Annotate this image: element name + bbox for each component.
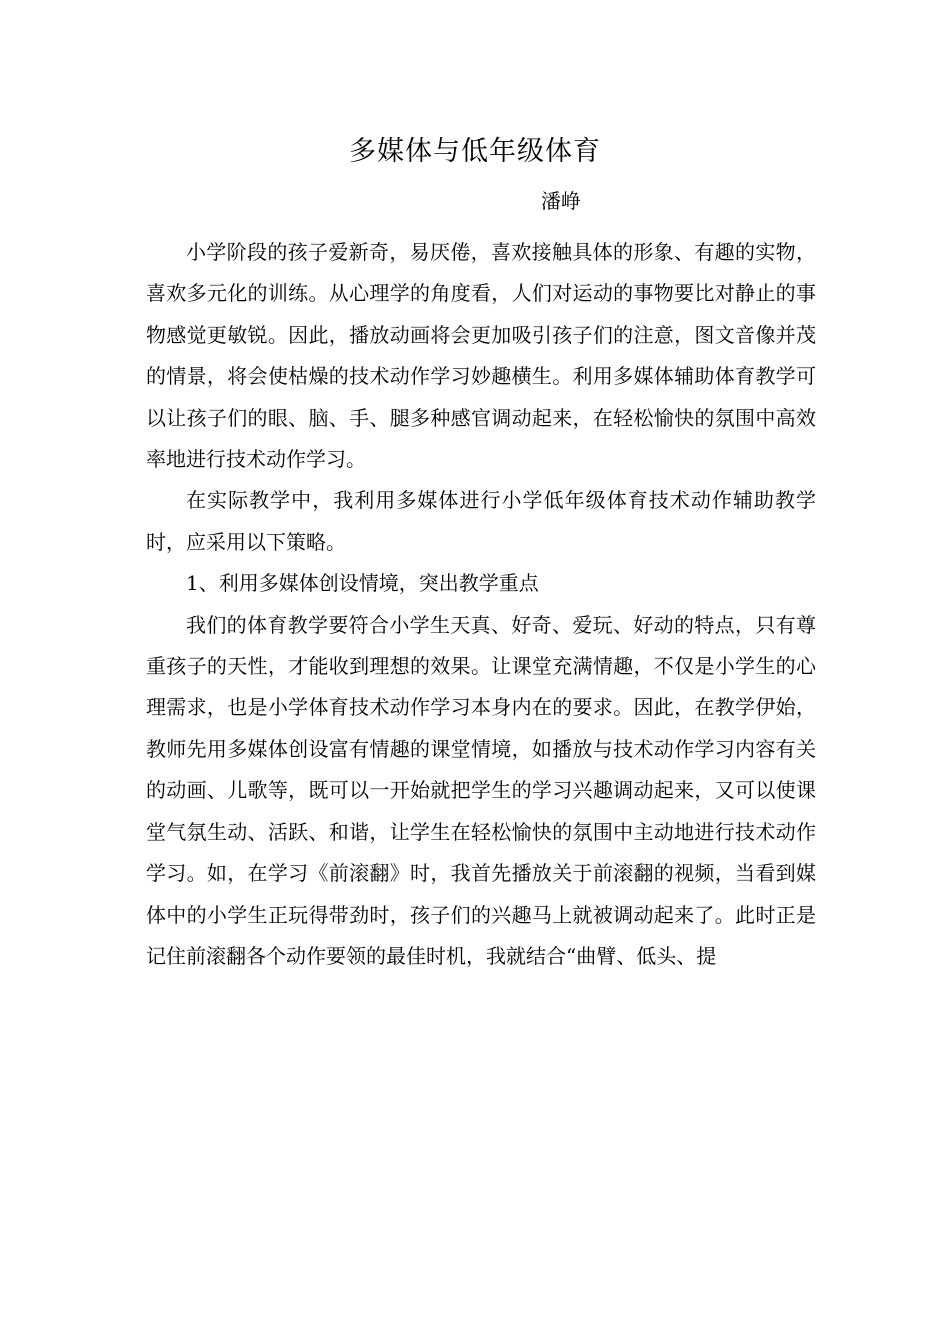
document-title: 多媒体与低年级体育 — [349, 136, 601, 167]
paragraph-intro: 小学阶段的孩子爱新奇，易厌倦，喜欢接触具体的形象、有趣的实物，喜欢多元化的训练。从心理学的角度看，人们对运动的事物要比对静止的事物感觉更敏锐。因此，播放动画将会更加吸引孩子们的注意，图文音像并茂的情景，将会使枯燥的技术动作学习妙趣横生。利用多媒体辅助体育教学可以让孩子们的眼、脑、手、腿多种感官调动起来，在轻松愉快的氛围中高效率地进行技术动作学习。 — [146, 240, 816, 472]
section-heading-1: 1、利用多媒体创设情境，突出教学重点 — [186, 571, 539, 596]
paragraph-section-1: 我们的体育教学要符合小学生天真、好奇、爱玩、好动的特点，只有尊重孩子的天性，才能收到理想的效果。让课堂充满情趣，不仅是小学生的心理需求，也是小学体育技术动作学习本身内在的要求。因此，在教学伊始，教师先用多媒体创设富有情趣的课堂情境，如播放与技术动作学习内容有关的动画、儿歌等，既可以一开始就把学生的学习兴趣调动起来，又可以使课堂气氛生动、活跃、和谐，让学生在轻松愉快的氛围中主动地进行技术动作学习。如，在学习《前滚翻》时，我首先播放关于前滚翻的视频，当看到媒体中的小学生正玩得带劲时，孩子们的兴趣马上就被调动起来了。此时正是记住前滚翻各个动作要领的最佳时机，我就结合“曲臂、低头、提 — [146, 612, 816, 968]
paragraph-strategy: 在实际教学中，我利用多媒体进行小学低年级体育技术动作辅助教学时，应采用以下策略。 — [146, 488, 816, 554]
document-author: 潘峥 — [541, 189, 581, 213]
document-body — [146, 232, 816, 977]
